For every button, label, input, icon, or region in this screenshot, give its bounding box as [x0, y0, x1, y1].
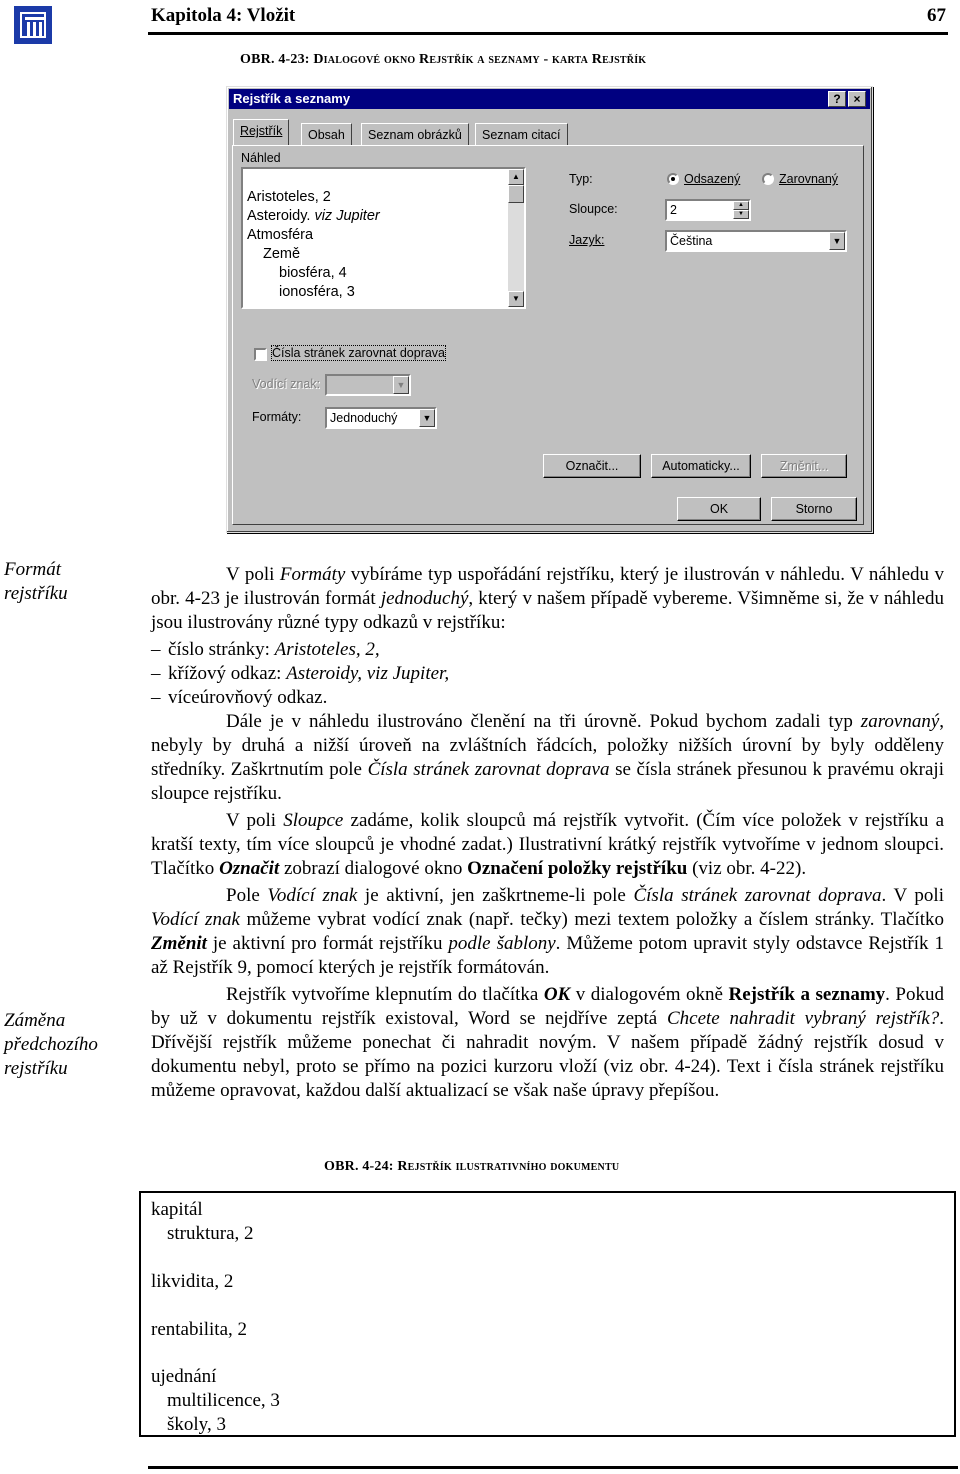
- preview-line: Asteroidy. viz Jupiter: [247, 208, 380, 224]
- preview-scrollbar[interactable]: [508, 169, 524, 307]
- index-entry: kapitál: [151, 1199, 203, 1220]
- index-entry: rentabilita, 2: [151, 1319, 248, 1340]
- right-align-label[interactable]: Čísla stránek zarovnat doprava: [272, 346, 446, 360]
- chevron-down-icon[interactable]: ▼: [393, 376, 409, 394]
- tab-figures[interactable]: Seznam obrázků: [361, 123, 469, 145]
- paragraph: Dále je v náhledu ilustrováno členění na tři úrovně. Pokud bychom zadali typ zarovnaný, nebyly by druhá a nižší úroveň na zvláštních řádcích, položky nižších úrovní by byly odděleny středníky. Zaškrtnutím pole Čísla stránek zarovnat doprava se čísla stránek přesunou k pravému okraji sloupce rejstříku.: [151, 711, 944, 804]
- tab-contents[interactable]: Obsah: [301, 123, 352, 145]
- ok-button[interactable]: OK: [677, 497, 761, 521]
- runin-label[interactable]: Zarovnaný: [779, 172, 839, 186]
- close-button[interactable]: ×: [848, 91, 866, 107]
- columns-value[interactable]: 2: [670, 203, 677, 217]
- language-value[interactable]: Čeština: [670, 234, 713, 248]
- preview-line: ionosféra, 3: [279, 284, 355, 300]
- header-rule: [148, 32, 948, 35]
- margin-note-replace: Záměna předchozího rejstříku: [4, 1010, 98, 1079]
- preview-line: biosféra, 4: [279, 265, 347, 281]
- chevron-down-icon[interactable]: ▼: [419, 409, 435, 427]
- leader-label: Vodící znak:: [252, 377, 321, 391]
- type-label: Typ:: [569, 172, 593, 186]
- language-select[interactable]: [665, 230, 847, 252]
- figure-caption-1: [240, 52, 646, 68]
- paragraph: V poli Formáty vybíráme typ uspořádání rejstříku, který je ilustrován v náhledu. V náhledu v obr. 4-23 je ilustrován formát jednoduchý, který v našem případě vybereme. Všimněme si, že v náhledu jsou ilustrovány různé typy odkazů v rejstříku:: [151, 564, 944, 633]
- preview-line: Země: [263, 246, 301, 262]
- help-button[interactable]: ?: [828, 91, 846, 107]
- cancel-button[interactable]: Storno: [771, 497, 857, 521]
- modify-button[interactable]: Změnit...: [761, 454, 847, 478]
- tab-index[interactable]: Rejstřík: [233, 119, 289, 146]
- footer-rule: [148, 1466, 958, 1469]
- paragraph: Rejstřík vytvoříme klepnutím do tlačítka OK v dialogovém okně Rejstřík a seznamy. Pokud by už v dokumentu rejstřík existoval, Word se nejdříve zeptá Chcete nahradit vybraný rejstřík?. Dřívější rejstřík můžeme ponechat či nahradit novým. V našem případě žádný rejstřík dosud v dokumentu nebyl, proto se přímo na pozici kurzoru vloží (viz obr. 4-24). Text i čísla stránek rejstříku můžeme opravovat, každou další aktualizací se však naše úpravy přepíšou.: [151, 984, 945, 1101]
- figure-caption-2: [324, 1159, 619, 1175]
- formats-value[interactable]: Jednoduchý: [330, 411, 398, 425]
- scroll-down-icon[interactable]: ▼: [508, 291, 524, 307]
- preview-label: Náhled: [241, 151, 281, 165]
- figure-title: Rejstřík ilustrativního dokumentu: [397, 1159, 620, 1174]
- stepper-down-icon[interactable]: ▼: [733, 210, 749, 219]
- leader-select[interactable]: [325, 374, 411, 396]
- paragraph: Pole Vodící znak je aktivní, jen zaškrtneme-li pole Čísla stránek zarovnat doprava. V poli Vodící znak můžeme vybrat vodící znak (např. tečky) mezi textem položky a číslem stránky. Tlačítko Změnit je aktivní pro formát rejstříku podle šablony. Můžeme potom upravit styly odstavce Rejstřík 1 až Rejstřík 9, pomocí kterých je rejstřík formátován.: [151, 885, 944, 978]
- index-subentry: struktura, 2: [167, 1223, 254, 1244]
- mark-button[interactable]: Označit...: [543, 454, 641, 478]
- chevron-down-icon[interactable]: ▼: [829, 232, 845, 250]
- formats-label: Formáty:: [252, 410, 302, 424]
- preview-line: Atmosféra: [247, 227, 314, 243]
- list-item: – číslo stránky: Aristoteles, 2,: [151, 638, 944, 662]
- index-dialog: [226, 86, 873, 533]
- chapter-title: Kapitola 4: Vložit: [151, 5, 296, 26]
- right-align-checkbox[interactable]: [254, 348, 267, 361]
- list-item: – víceúrovňový odkaz.: [151, 686, 944, 710]
- index-subentry: multilicence, 3: [167, 1390, 280, 1411]
- radio-runin[interactable]: [762, 173, 774, 185]
- index-example-box: [139, 1191, 956, 1437]
- index-subentry: školy, 3: [167, 1414, 226, 1435]
- tab-citations[interactable]: Seznam citací: [475, 123, 568, 145]
- radio-indented[interactable]: [667, 173, 679, 185]
- list-item: – křížový odkaz: Asteroidy, viz Jupiter,: [151, 662, 944, 686]
- figure-title: Dialogové okno Rejstřík a seznamy - karta Rejstřík: [313, 52, 647, 67]
- figure-number: OBR. 4-24:: [324, 1159, 398, 1174]
- preview-box: [241, 167, 526, 309]
- columns-label: Sloupce:: [569, 202, 618, 216]
- body-text: [151, 563, 944, 1106]
- columns-stepper[interactable]: [665, 199, 751, 221]
- paragraph: V poli Sloupce zadáme, kolik sloupců má rejstřík vytvořit. (Čím více položek v rejstříku a kratší texty, tím více sloupců je vhodné zadat.) Ilustrativní krátký rejstřík vytvoříme v jednom sloupci. Tlačítko Označit zobrazí dialogové okno Označení položky rejstříku (viz obr. 4-22).: [151, 810, 945, 879]
- scroll-thumb[interactable]: [508, 185, 524, 203]
- index-entry: likvidita, 2: [151, 1271, 234, 1292]
- formats-select[interactable]: [325, 407, 437, 429]
- stepper-up-icon[interactable]: ▲: [733, 201, 749, 210]
- automark-button[interactable]: Automaticky...: [651, 454, 751, 478]
- language-label: Jazyk:: [569, 233, 605, 247]
- page-number: 67: [927, 5, 946, 26]
- scroll-up-icon[interactable]: ▲: [508, 169, 524, 185]
- preview-line: Aristoteles, 2: [247, 189, 331, 205]
- logo-icon: [14, 6, 52, 44]
- dialog-title: Rejstřík a seznamy: [233, 91, 351, 106]
- figure-number: OBR. 4-23:: [240, 52, 314, 67]
- indented-label[interactable]: Odsazený: [684, 172, 741, 186]
- dialog-titlebar: [229, 89, 870, 109]
- margin-note-format: Formát rejstříku: [4, 559, 68, 604]
- index-entry: ujednání: [151, 1366, 217, 1387]
- reference-types-list: [151, 638, 944, 710]
